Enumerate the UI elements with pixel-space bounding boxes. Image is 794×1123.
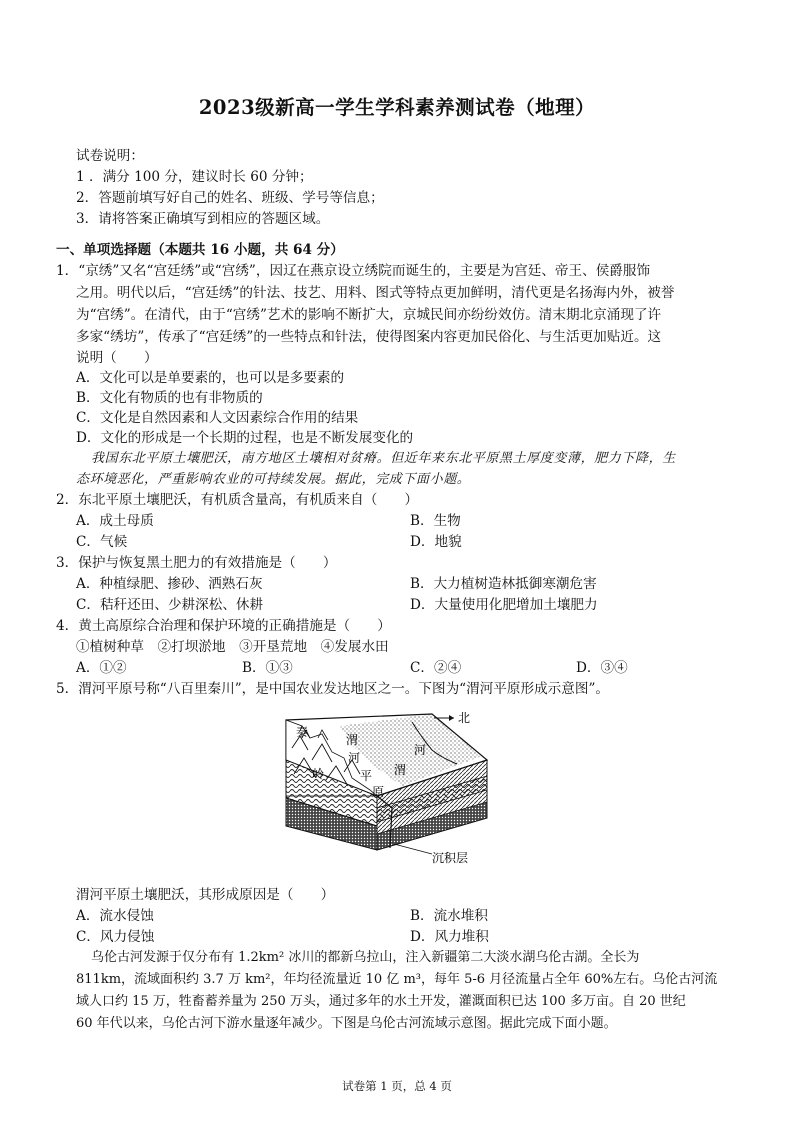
section-heading: 一、单项选择题（本题共 16 小题，共 64 分） xyxy=(56,242,344,258)
label-he-1: 河 xyxy=(348,751,361,765)
passage-line: 态环境恶化，严重影响农业的可持续发展。据此，完成下面小题。 xyxy=(76,472,471,487)
q1-option-b: B．文化有物质的也有非物质的 xyxy=(76,390,263,406)
q4-option-a: A．①② xyxy=(76,660,127,676)
intro-item: 3．请将答案正确填写到相应的答题区域。 xyxy=(76,211,330,227)
q3-option-a: A．种植绿肥、掺砂、洒熟石灰 xyxy=(76,576,263,592)
label-wei-2: 渭 xyxy=(394,763,407,777)
page-footer: 试卷第 1 页，总 4 页 xyxy=(342,1079,452,1093)
q1-option-c: C．文化是自然因素和人文因素综合作用的结果 xyxy=(76,410,359,426)
intro-item: 1 ．满分 100 分，建议时长 60 分钟； xyxy=(76,169,313,185)
q5-option-c: C．风力侵蚀 xyxy=(76,929,155,945)
q5-question: 渭河平原土壤肥沃，其形成原因是（ ） xyxy=(76,887,335,903)
q1-stem-line: 为“宫绣”。在清代，由于“宫绣”艺术的影响不断扩大，京城民间亦纷纷效仿。清末期北京涌现了许 xyxy=(76,307,662,323)
q2-option-d: D．地貌 xyxy=(410,534,462,550)
q5-option-a: A．流水侵蚀 xyxy=(76,908,154,924)
passage-line: 域人口约 15 万，牲畜蓄养量为 250 万头，通过多年的水土开发，灌溉面积已达 100 多万亩。自 20 世纪 xyxy=(76,994,686,1009)
q2-option-c: C．气候 xyxy=(76,534,128,550)
passage-line: 我国东北平原土壤肥沃，南方地区土壤相对贫瘠。但近年来东北平原黑土厚度变薄，肥力下降，生 xyxy=(91,451,676,466)
q5-stem: 5．渭河平原号称“八百里秦川”，是中国农业发达地区之一。下图为“渭河平原形成示意图”。 xyxy=(56,681,610,697)
label-ling: 岭 xyxy=(312,767,325,781)
passage-line: 811km，流域面积约 3.7 万 km²，年均径流量近 10 亿 m³，每年 5-6 月径流量占全年 60%左右。乌伦古河流 xyxy=(76,972,718,987)
label-wei-1: 渭 xyxy=(346,733,359,747)
q4-option-b: B．①③ xyxy=(242,660,293,676)
q4-items: ①植树种草 ②打坝淤地 ③开垦荒地 ④发展水田 xyxy=(76,639,389,655)
sediment-label: 沉积层 xyxy=(432,851,469,865)
q1-option-a: A．文化可以是单要素的，也可以是多要素的 xyxy=(76,370,345,386)
label-he-2: 河 xyxy=(414,743,427,757)
q1-stem-line: 说明（ ） xyxy=(76,350,158,366)
exam-title: 2023级新高一学生学科素养测试卷（地理） xyxy=(198,96,596,119)
q4-option-c: C．②④ xyxy=(410,660,462,676)
label-ping: 平 xyxy=(360,769,373,783)
label-qin: 秦 xyxy=(296,725,309,739)
intro-item: 2．答题前填写好自己的姓名、班级、学号等信息； xyxy=(76,190,384,206)
weihe-plain-diagram xyxy=(282,708,512,870)
q4-option-d: D．③④ xyxy=(576,660,628,676)
q3-option-c: C．秸秆还田、少耕深松、休耕 xyxy=(76,597,264,613)
q1-stem-line: 1．“京绣”又名“宫廷绣”或“宫绣”，因辽在燕京设立绣院而诞生的，主要是为宫廷、帝王、侯爵服饰 xyxy=(56,263,651,279)
passage-line: 60 年代以来，乌伦古河下游水量逐年减少。下图是乌伦古河流域示意图。据此完成下面小题。 xyxy=(76,1016,617,1031)
q2-option-a: A．成土母质 xyxy=(76,513,154,529)
q4-stem: 4．黄土高原综合治理和保护环境的正确措施是（ ） xyxy=(56,618,391,634)
q5-option-b: B．流水堆积 xyxy=(410,908,488,924)
passage-line: 乌伦古河发源于仅分布有 1.2km² 冰川的都新乌拉山，注入新疆第二大淡水湖乌伦古湖。全长为 xyxy=(91,950,640,965)
q3-option-d: D．大量使用化肥增加土壤肥力 xyxy=(410,597,598,613)
q1-option-d: D．文化的形成是一个长期的过程，也是不断发展变化的 xyxy=(76,430,414,446)
q1-stem-line: 多家“绣坊”，传承了“宫廷绣”的一些特点和针法，使得图案内容更加民俗化、与生活更加贴近。这 xyxy=(76,329,662,345)
intro-heading: 试卷说明： xyxy=(76,148,144,164)
q3-option-b: B．大力植树造林抵御寒潮危害 xyxy=(410,576,597,592)
q2-option-b: B．生物 xyxy=(410,513,461,529)
north-label: 北 xyxy=(458,711,471,725)
q3-stem: 3．保护与恢复黑土肥力的有效措施是（ ） xyxy=(56,555,337,571)
q1-stem-line: 之用。明代以后，“宫廷绣”的针法、技艺、用料、图式等特点更加鲜明，清代更是名扬海内外，被誉 xyxy=(76,285,675,301)
q5-option-d: D．风力堆积 xyxy=(410,929,489,945)
label-yuan: 原 xyxy=(372,785,385,799)
q2-stem: 2．东北平原土壤肥沃，有机质含量高，有机质来自（ ） xyxy=(56,492,419,508)
